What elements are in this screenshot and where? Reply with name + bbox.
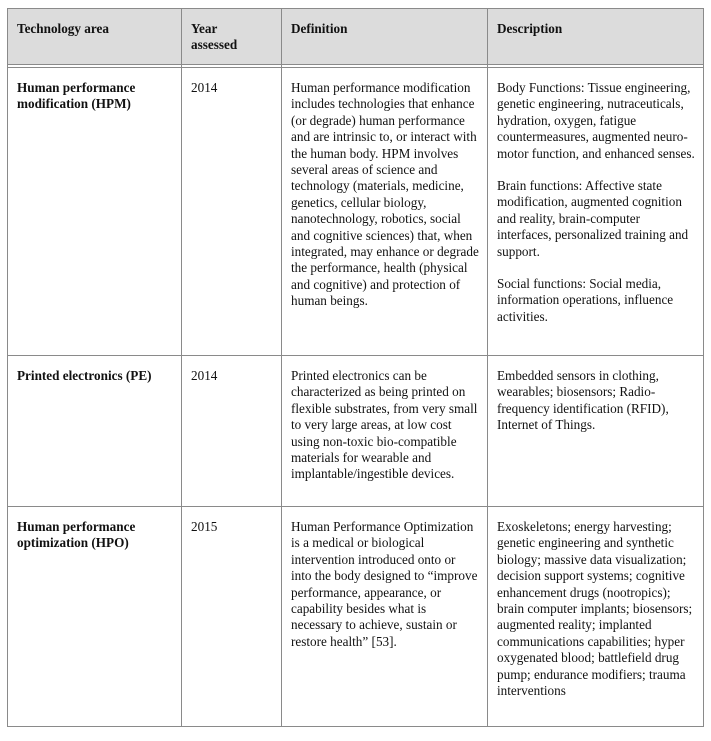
row-technology-area: Human performance modification (HPM) — [8, 68, 182, 356]
description-paragraph: Body Functions: Tissue engineering, genetic engineering, nutraceuticals, hydration, oxygen, fatigue countermeasures, augmented neuro-motor function, and enhanced senses. — [497, 80, 695, 161]
description-paragraph: Social functions: Social media, information operations, influence activities. — [497, 276, 674, 324]
row-definition: Printed electronics can be characterized as being printed on flexible substrates, from very small to very large areas, at low cost using non-toxic bio-compatible materials for wearable and implantable/ingestible devices. — [282, 356, 488, 507]
row-description — [488, 507, 704, 727]
table-header-row — [8, 9, 704, 65]
technology-table — [7, 8, 704, 727]
row-year: 2015 — [182, 507, 282, 727]
header-year-assessed: Year assessed — [182, 9, 282, 65]
row-year: 2014 — [182, 68, 282, 356]
row-description — [488, 68, 704, 356]
description-paragraph: Brain functions: Affective state modification, augmented cognition and reality, brain-computer interfaces, personalized training and support. — [497, 178, 689, 259]
description-paragraph: Embedded sensors in clothing, wearables; biosensors; Radio-frequency identification (RFID), Internet of Things. — [497, 368, 669, 433]
table-row — [8, 356, 704, 507]
row-definition: Human performance modification includes technologies that enhance (or degrade) human performance and are intrinsic to, or interact with the human body. HPM involves several areas of science and technology (materials, medicine, genetics, cellular biology, nanotechnology, robotics, social and cognitive sciences) that, when integrated, may enhance or degrade the performance, health (physical and cognitive) and protection of human beings. — [282, 68, 488, 356]
table-row — [8, 68, 704, 356]
row-definition: Human Performance Optimization is a medical or biological intervention introduced onto or into the body designed to “improve performance, appearance, or capability besides what is necessary to achieve, sustain or restore health” [53]. — [282, 507, 488, 727]
row-technology-area: Printed electronics (PE) — [8, 356, 182, 507]
row-technology-area: Human performance optimization (HPO) — [8, 507, 182, 727]
row-description — [488, 356, 704, 507]
header-technology-area: Technology area — [8, 9, 182, 65]
technology-table-container — [7, 8, 704, 727]
description-paragraph: Exoskeletons; energy harvesting; genetic engineering and synthetic biology; massive data visualization; decision support systems; cognitive enhancement drugs (nootropics); brain computer implants; biosensors; augmented reality; implanted communications capabilities; hyper oxygenated blood; battlefield drug pump; endurance modifiers; trauma interventions — [497, 519, 693, 699]
row-year: 2014 — [182, 356, 282, 507]
table-row — [8, 507, 704, 727]
header-description: Description — [488, 9, 704, 65]
header-definition: Definition — [282, 9, 488, 65]
